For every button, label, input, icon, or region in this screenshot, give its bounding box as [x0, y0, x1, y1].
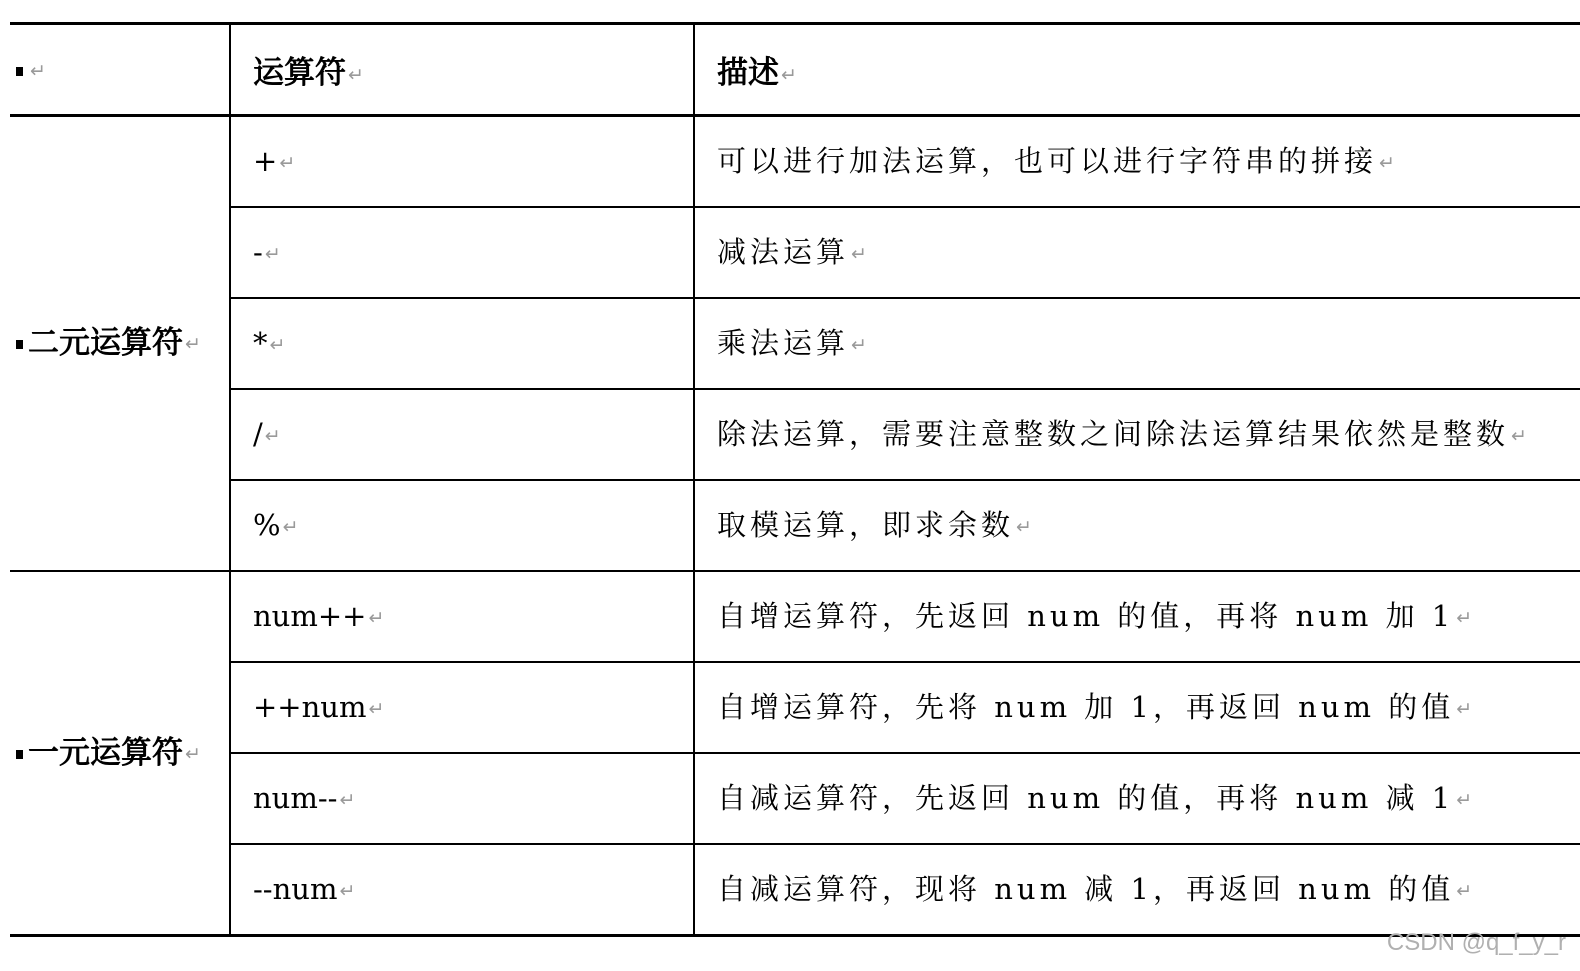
operator-table [10, 22, 1580, 937]
operator-symbol: num++ [253, 599, 367, 633]
paragraph-mark-icon: ↵ [185, 742, 201, 765]
group-name: 一元运算符 [28, 734, 183, 771]
table-row [10, 298, 1580, 389]
description-cell [694, 753, 1580, 844]
paragraph-mark-icon: ↵ [1016, 515, 1036, 538]
operator-cell [230, 844, 694, 936]
paragraph-mark-icon: ↵ [1456, 788, 1477, 811]
paragraph-mark-icon: ↵ [279, 151, 296, 174]
paragraph-mark-icon: ↵ [339, 879, 356, 902]
operator-description: 减法运算 [717, 235, 850, 269]
operator-symbol: ++num [253, 690, 367, 724]
group-category-cell [10, 571, 230, 936]
operator-cell [230, 480, 694, 571]
operator-symbol: % [253, 508, 281, 542]
paragraph-mark-icon: ↵ [269, 333, 286, 356]
table-row [10, 571, 1580, 662]
group-name: 二元运算符 [28, 325, 183, 361]
operator-symbol: - [253, 235, 263, 269]
paragraph-mark-icon: ↵ [851, 242, 871, 265]
header-corner-cell [10, 24, 230, 116]
bullet-mark-icon [16, 750, 23, 759]
operator-symbol: --num [253, 872, 338, 906]
operator-description: 取模运算，即求余数 [717, 508, 1015, 542]
operator-symbol: / [253, 417, 263, 451]
description-cell [694, 116, 1580, 208]
table-row [10, 116, 1580, 208]
paragraph-mark-icon: ↵ [1456, 879, 1477, 902]
operator-cell [230, 298, 694, 389]
table-row [10, 844, 1580, 936]
description-cell [694, 844, 1580, 936]
operator-description: 除法运算，需要注意整数之间除法运算结果依然是整数 [717, 417, 1510, 451]
bullet-mark-icon [16, 67, 23, 76]
description-cell [694, 389, 1580, 480]
paragraph-mark-icon: ↵ [1511, 424, 1531, 447]
paragraph-mark-icon: ↵ [348, 63, 364, 86]
description-cell [694, 207, 1580, 298]
header-description-label: 描述 [717, 55, 779, 91]
paragraph-mark-icon: ↵ [781, 63, 797, 86]
paragraph-mark-icon: ↵ [368, 697, 385, 720]
operator-description: 乘法运算 [717, 326, 850, 360]
operator-description: 自减运算符，现将 num 减 1，再返回 num 的值 [717, 872, 1455, 906]
paragraph-mark-icon: ↵ [1456, 697, 1477, 720]
table-row [10, 662, 1580, 753]
operator-cell [230, 662, 694, 753]
description-cell [694, 298, 1580, 389]
operator-cell [230, 207, 694, 298]
operator-description: 自减运算符，先返回 num 的值，再将 num 减 1 [717, 781, 1455, 815]
operator-description: 自增运算符，先返回 num 的值，再将 num 加 1 [717, 599, 1455, 633]
paragraph-mark-icon: ↵ [282, 515, 299, 538]
description-cell [694, 662, 1580, 753]
header-row [10, 24, 1580, 116]
paragraph-mark-icon: ↵ [185, 333, 201, 355]
table-row [10, 753, 1580, 844]
description-cell [694, 480, 1580, 571]
operator-symbol: + [253, 144, 278, 178]
paragraph-mark-icon: ↵ [30, 60, 46, 82]
paragraph-mark-icon: ↵ [264, 242, 281, 265]
table-row [10, 207, 1580, 298]
operator-symbol: num-- [253, 781, 338, 815]
table-row [10, 480, 1580, 571]
operator-description: 可以进行加法运算，也可以进行字符串的拼接 [717, 144, 1378, 178]
paragraph-mark-icon: ↵ [1379, 151, 1399, 174]
operator-cell [230, 116, 694, 208]
operator-cell [230, 753, 694, 844]
operator-description: 自增运算符，先将 num 加 1，再返回 num 的值 [717, 690, 1455, 724]
paragraph-mark-icon: ↵ [264, 424, 281, 447]
group-category-cell [10, 116, 230, 572]
operator-cell [230, 571, 694, 662]
paragraph-mark-icon: ↵ [1456, 606, 1477, 629]
header-operator-cell [230, 24, 694, 116]
paragraph-mark-icon: ↵ [339, 788, 356, 811]
header-description-cell [694, 24, 1580, 116]
operator-symbol: * [253, 326, 268, 360]
bullet-mark-icon [16, 340, 23, 349]
operator-cell [230, 389, 694, 480]
paragraph-mark-icon: ↵ [368, 606, 385, 629]
paragraph-mark-icon: ↵ [851, 333, 871, 356]
table-row [10, 389, 1580, 480]
header-operator-label: 运算符 [253, 55, 346, 91]
watermark: CSDN @q_f_y_r [1386, 929, 1566, 956]
description-cell [694, 571, 1580, 662]
